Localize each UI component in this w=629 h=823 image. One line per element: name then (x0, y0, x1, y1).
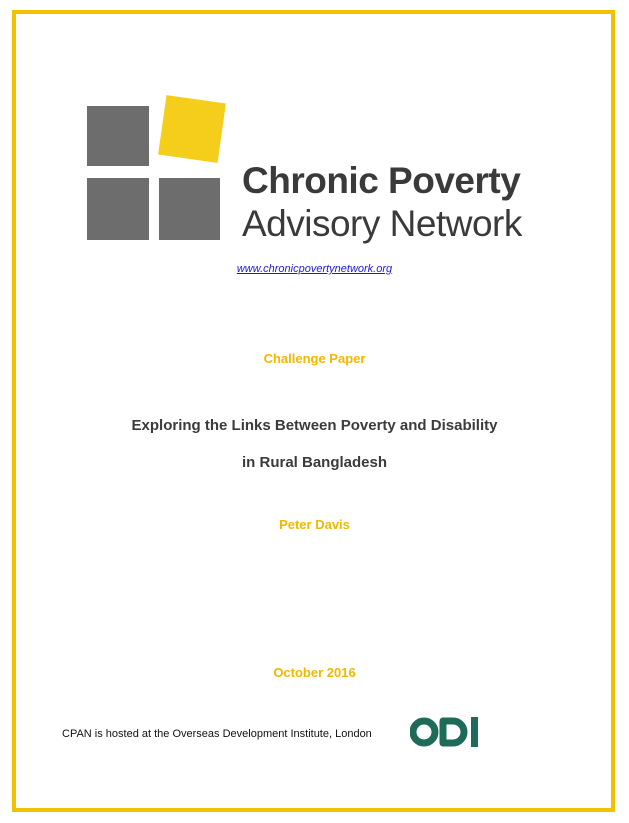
organization-name-line1: Chronic Poverty (242, 160, 521, 201)
paper-title-line2: in Rural Bangladesh (241, 454, 388, 471)
logo-square-bottom-left (87, 178, 149, 240)
author-name: Peter Davis (279, 517, 350, 532)
organization-name (242, 162, 522, 242)
website-link[interactable]: www.chronicpovertynetwork.org (236, 263, 393, 275)
logo-square-top-right (158, 95, 226, 163)
cpan-logo-icon (87, 95, 232, 250)
paper-type: Challenge Paper (263, 351, 366, 366)
paper-title-line1: Exploring the Links Between Poverty and Disability (131, 417, 498, 434)
host-note: CPAN is hosted at the Overseas Development Institute, London (62, 728, 372, 740)
organization-name-line2: Advisory Network (242, 203, 522, 244)
logo-square-top-left (87, 106, 149, 166)
logo-square-bottom-right (159, 178, 220, 240)
odi-logo-icon (410, 712, 484, 748)
publication-date: October 2016 (273, 665, 356, 680)
